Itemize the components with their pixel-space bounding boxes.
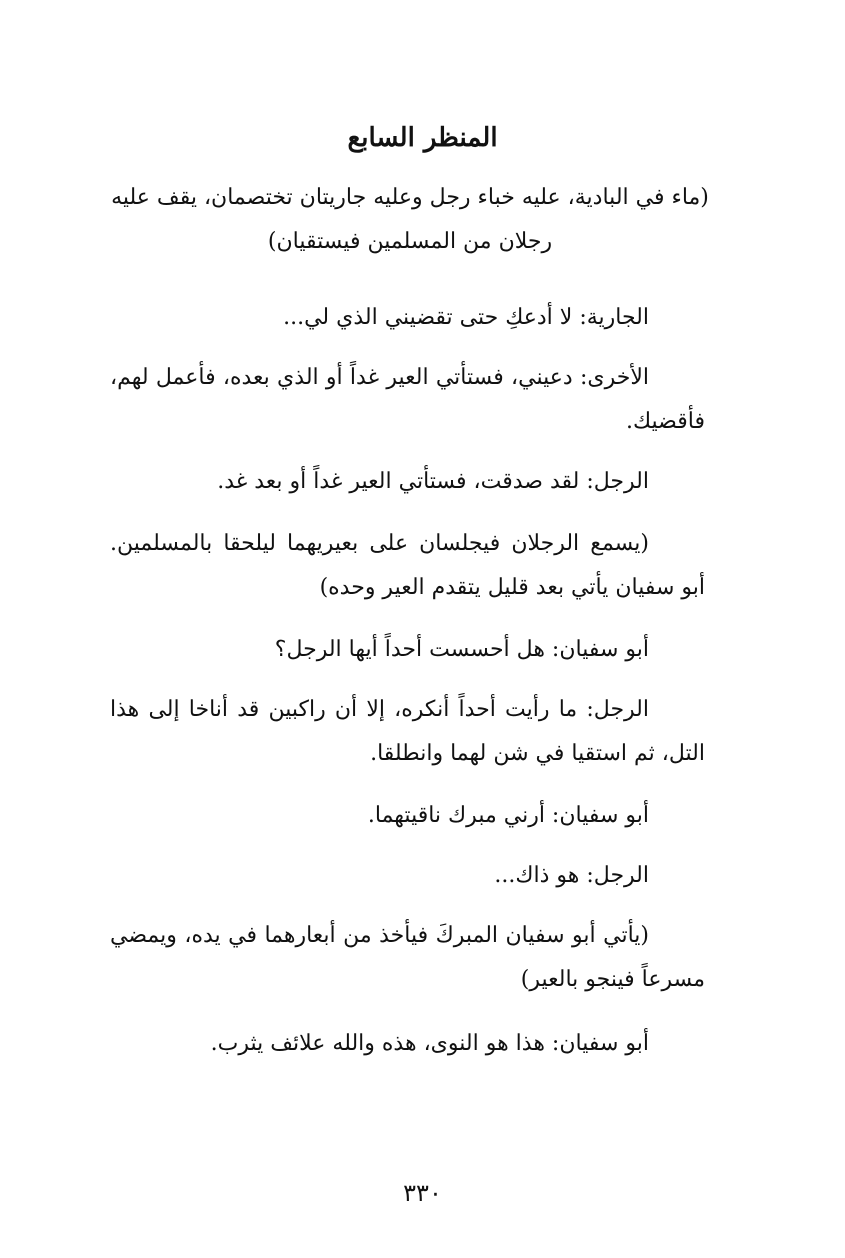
dialogue-line-man: الرجل: ما رأيت أحداً أنكره، إلا أن راكبين قد أناخا إلى هذا التل، ثم استقيا في شن لهما وانطلقا. — [110, 697, 705, 766]
dialogue-line-abu-sufyan: أبو سفيان: هل أحسست أحداً أيها الرجل؟ — [274, 637, 649, 662]
dialogue-line-abu-sufyan: أبو سفيان: هذا هو النوى، هذه والله علائف يثرب. — [210, 1031, 649, 1056]
stage-direction: (يأتي أبو سفيان المبركَ فيأخذ من أبعارهما في يده، ويمضي مسرعاً فينجو بالعير) — [110, 923, 705, 992]
dialogue-line-man: الرجل: هو ذاك... — [494, 863, 649, 888]
stage-direction: (يسمع الرجلان فيجلسان على بعيريهما ليلحقا بالمسلمين. أبو سفيان يأتي بعد قليل يتقدم العير وحده) — [110, 531, 705, 600]
scene-title: المنظر السابع — [347, 123, 498, 153]
page-number: ٣٣٠ — [403, 1179, 442, 1207]
dialogue-line-girl: الجارية: لا أدعكِ حتى تقضيني الذي لي... — [283, 305, 649, 330]
dialogue-line-abu-sufyan: أبو سفيان: أرني مبرك ناقيتهما. — [367, 803, 649, 828]
dialogue-line-man: الرجل: لقد صدقت، فستأتي العير غداً أو بعد غد. — [217, 469, 649, 494]
scene-intro: (ماء في البادية، عليه خباء رجل وعليه جاريتان تختصمان، يقف عليه رجلان من المسلمين فيستقيان) — [111, 185, 709, 254]
dialogue-line-other-girl: الأخرى: دعيني، فستأتي العير غداً أو الذي بعده، فأعمل لهم، فأقضيك. — [110, 365, 705, 434]
